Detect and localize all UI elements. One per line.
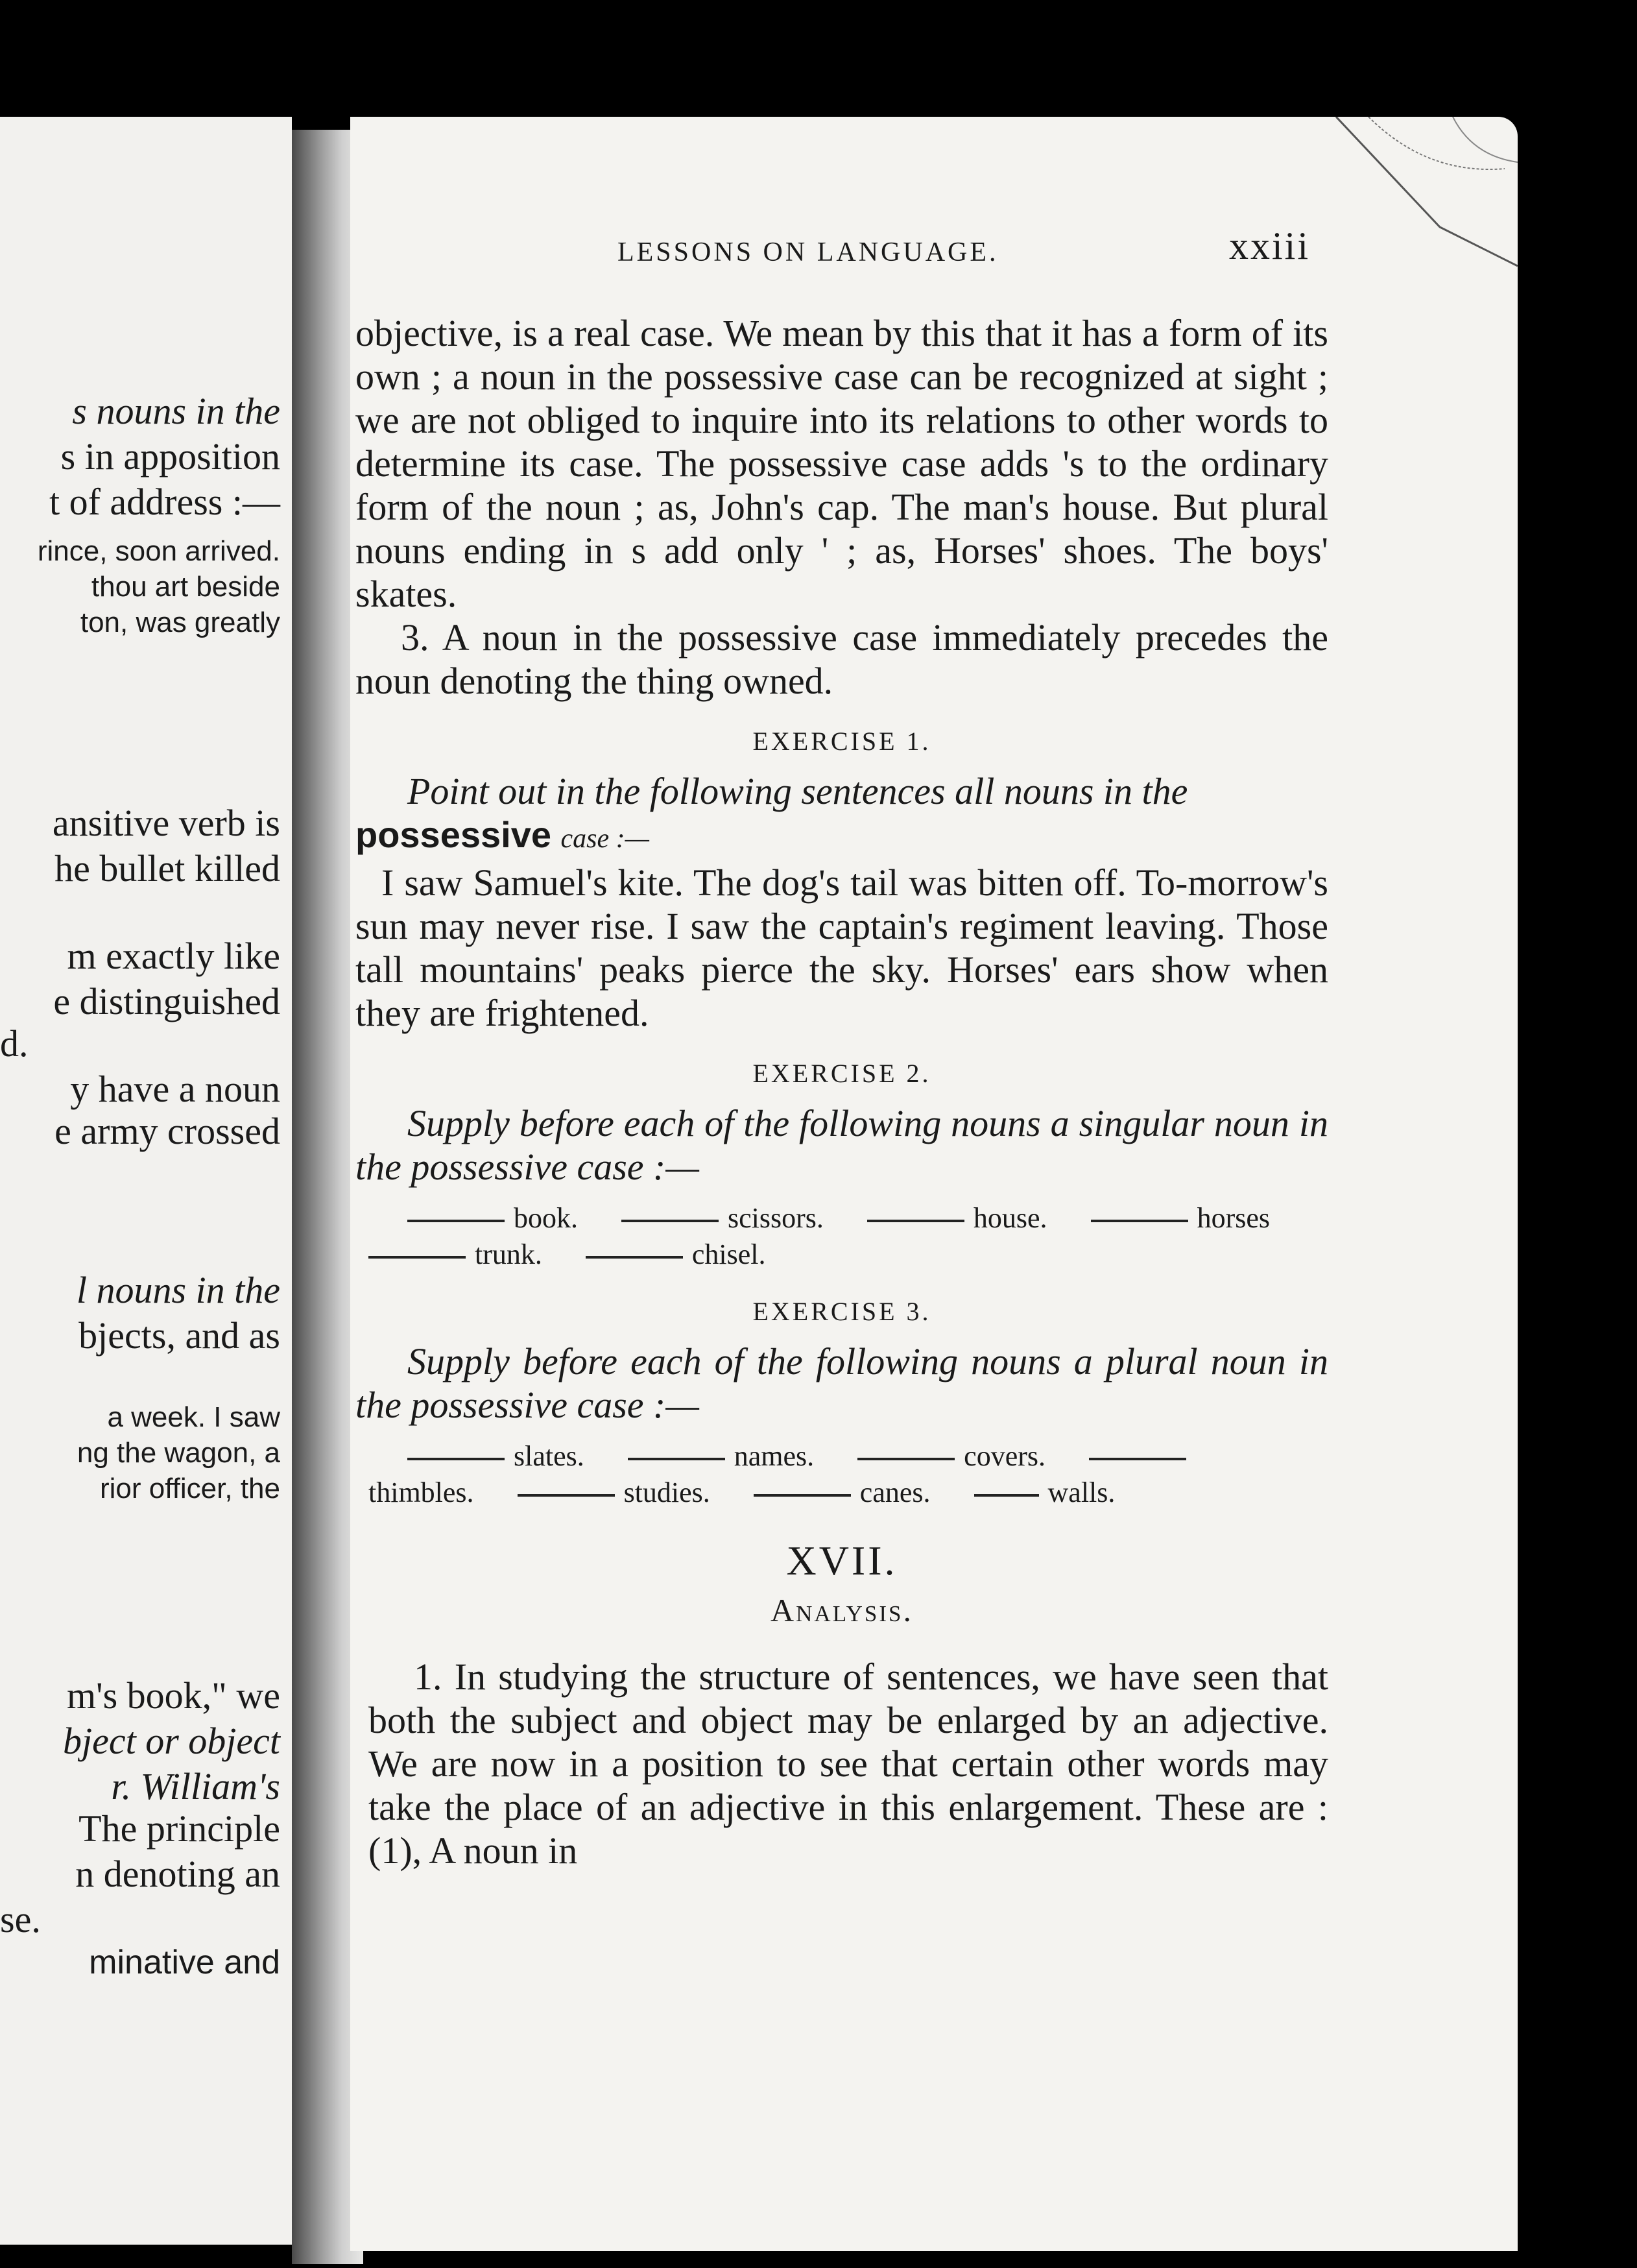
word: house. — [973, 1202, 1047, 1234]
paragraph: 1. In studying the structure of sentences, we have seen that both the subject and object may be enlarged by an adjective. We are now in a position to see that certain other words may take the place of an adjective in this enlargement. These are : (1), A noun in — [368, 1656, 1328, 1872]
left-text-line: l nouns in the — [76, 1269, 280, 1311]
blank-line — [368, 1256, 466, 1259]
left-text-line: The principle — [78, 1807, 280, 1850]
left-text-line: n denoting an — [75, 1853, 280, 1895]
main-text — [355, 311, 1328, 1872]
left-text-line: ng the wagon, a — [77, 1437, 280, 1469]
blank-line — [1091, 1220, 1188, 1222]
left-page — [0, 117, 292, 2245]
left-text-line: e distinguished — [53, 980, 280, 1022]
word: scissors. — [728, 1202, 824, 1234]
word: canes. — [859, 1477, 931, 1508]
exercise-heading: EXERCISE 3. — [752, 1297, 931, 1326]
blank-line — [754, 1494, 851, 1497]
paragraph: 3. A noun in the possessive case immediately precedes the noun denoting the thing owned. — [355, 616, 1328, 702]
word: thimbles. — [368, 1477, 474, 1508]
blank-line — [857, 1458, 955, 1460]
section-number: XVII. — [786, 1538, 898, 1584]
left-text-line: bjects, and as — [78, 1314, 280, 1357]
left-text-line: m's book," we — [67, 1674, 280, 1717]
left-text-line: ansitive verb is — [52, 802, 280, 844]
blank-list — [355, 1438, 1328, 1475]
instruction-text: Point out in the following sentences all nouns in the — [407, 770, 1188, 812]
word: covers. — [964, 1440, 1046, 1472]
exercise-heading: EXERCISE 2. — [752, 1059, 931, 1088]
blank-line — [586, 1256, 683, 1259]
word: trunk. — [475, 1238, 542, 1270]
blank-list — [355, 1237, 1328, 1273]
left-text-line: thou art beside — [91, 571, 280, 603]
blank-list — [355, 1475, 1328, 1511]
paragraph: objective, is a real case. We mean by this that it has a form of its own ; a noun in the possessive case can be recognized at sight ; we are not obliged to inquire into its relations to other words to determine its case. The possessive case adds 's to the ordinary form of the noun ; as, John's cap. The man's house. But plural nouns ending in s add only ' ; as, Horses' shoes. The boys' skates. — [355, 312, 1328, 615]
left-text-line: he bullet killed — [54, 847, 280, 889]
left-text-line: s nouns in the — [72, 390, 280, 432]
word: studies. — [623, 1477, 710, 1508]
left-text-line: a week. I saw — [107, 1401, 280, 1433]
exercise-heading: EXERCISE 1. — [752, 727, 931, 756]
exercise-sample: I saw Samuel's kite. The dog's tail was bitten off. To-morrow's sun may never rise. I saw the captain's regiment leaving. Those tall mountains' peaks pierce the sky. Horses' ears show when they are frightened. — [355, 862, 1328, 1034]
bold-word: possessive — [355, 814, 551, 855]
running-title: LESSONS ON LANGUAGE. — [617, 237, 999, 267]
word: slates. — [514, 1440, 584, 1472]
exercise-instruction: Supply before each of the following nouns a plural noun in the possessive case :— — [355, 1340, 1328, 1426]
blank-line — [628, 1458, 725, 1460]
left-text-line: rince, soon arrived. — [37, 535, 280, 567]
exercise-instruction: Supply before each of the following nouns a singular noun in the possessive case :— — [355, 1102, 1328, 1188]
word: book. — [514, 1202, 578, 1234]
left-text-line: e army crossed — [54, 1110, 280, 1152]
left-text-line: bject or object — [62, 1720, 280, 1762]
page-number: xxiii — [1228, 224, 1310, 267]
blank-line — [867, 1220, 964, 1222]
blank-line — [974, 1494, 1039, 1497]
blank-line — [407, 1220, 505, 1222]
left-text-line: d. — [0, 1022, 29, 1065]
word: names. — [734, 1440, 815, 1472]
blank-line — [621, 1220, 719, 1222]
left-text-line: se. — [0, 1898, 41, 1940]
left-text-line: t of address :— — [49, 481, 280, 523]
left-text-line: s in apposition — [60, 435, 280, 477]
left-text-line: m exactly like — [67, 935, 280, 977]
word: walls. — [1047, 1477, 1116, 1508]
section-title: Analysis. — [771, 1592, 913, 1628]
blank-line — [518, 1494, 615, 1497]
left-text-line: rior officer, the — [100, 1473, 280, 1504]
blank-line — [1089, 1458, 1186, 1460]
left-text-line: r. William's — [111, 1765, 280, 1807]
instruction-end: case :— — [560, 824, 649, 854]
exercise-instruction — [355, 769, 1328, 861]
right-page — [350, 117, 1518, 2251]
blank-line — [407, 1458, 505, 1460]
page-header — [350, 224, 1518, 282]
left-text-line: ton, was greatly — [80, 607, 280, 638]
left-text-line: y have a noun — [70, 1068, 280, 1110]
word: chisel. — [691, 1238, 766, 1270]
left-text-line: minative and — [89, 1944, 280, 1981]
word: horses — [1197, 1202, 1270, 1234]
blank-list — [355, 1200, 1328, 1237]
